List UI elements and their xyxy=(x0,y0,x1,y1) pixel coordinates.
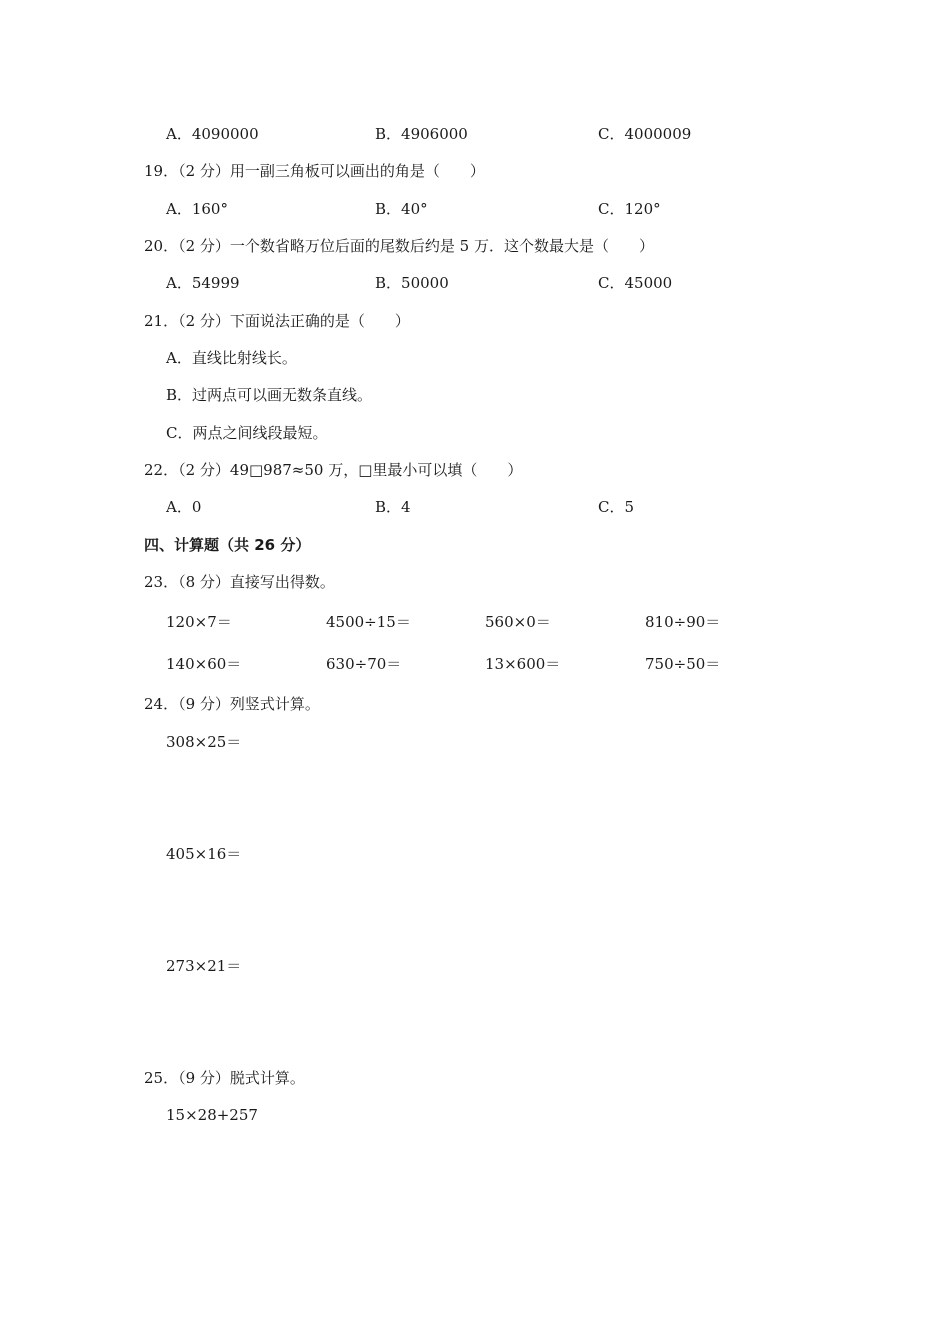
q22-option-c: C．5 xyxy=(598,498,635,516)
q20-option-a: A．54999 xyxy=(166,274,240,292)
q24-item-2: 405×16＝ xyxy=(166,845,242,863)
q24-item-3: 273×21＝ xyxy=(166,957,242,975)
q21-option-b: B．过两点可以画无数条直线。 xyxy=(166,386,373,404)
q21-stem: 21．（2 分）下面说法正确的是（ ） xyxy=(144,312,410,330)
q19-option-a: A．160° xyxy=(166,200,228,218)
q24-item-1: 308×25＝ xyxy=(166,733,242,751)
q23-expr: 560×0＝ xyxy=(485,613,551,631)
q21-option-a: A．直线比射线长。 xyxy=(166,349,297,367)
q18-option-a: A．4090000 xyxy=(166,125,259,143)
q23-expr: 750÷50＝ xyxy=(645,655,721,673)
q23-stem: 23．（8 分）直接写出得数。 xyxy=(144,573,335,591)
q24-stem: 24．（9 分）列竖式计算。 xyxy=(144,695,320,713)
q23-expr: 140×60＝ xyxy=(166,655,242,673)
q20-option-c: C．45000 xyxy=(598,274,673,292)
q23-expr: 120×7＝ xyxy=(166,613,232,631)
q19-option-c: C．120° xyxy=(598,200,661,218)
q23-expr: 4500÷15＝ xyxy=(326,613,411,631)
q20-stem: 20．（2 分）一个数省略万位后面的尾数后约是 5 万．这个数最大是（ ） xyxy=(144,237,654,255)
q22-option-a: A．0 xyxy=(166,498,202,516)
q19-option-b: B．40° xyxy=(375,200,428,218)
q25-stem: 25．（9 分）脱式计算。 xyxy=(144,1069,305,1087)
q25-item-1: 15×28+257 xyxy=(166,1106,258,1124)
q22-option-b: B．4 xyxy=(375,498,411,516)
q23-expr: 630÷70＝ xyxy=(326,655,402,673)
q23-expr: 13×600＝ xyxy=(485,655,561,673)
q23-expr: 810÷90＝ xyxy=(645,613,721,631)
q21-option-c: C．两点之间线段最短。 xyxy=(166,424,328,442)
q19-stem: 19．（2 分）用一副三角板可以画出的角是（ ） xyxy=(144,162,485,180)
q20-option-b: B．50000 xyxy=(375,274,449,292)
q22-stem: 22．（2 分）49□987≈50 万，□里最小可以填（ ） xyxy=(144,461,523,479)
section-title: 四、计算题（共 26 分） xyxy=(144,536,311,554)
q18-option-c: C．4000009 xyxy=(598,125,692,143)
q18-option-b: B．4906000 xyxy=(375,125,468,143)
